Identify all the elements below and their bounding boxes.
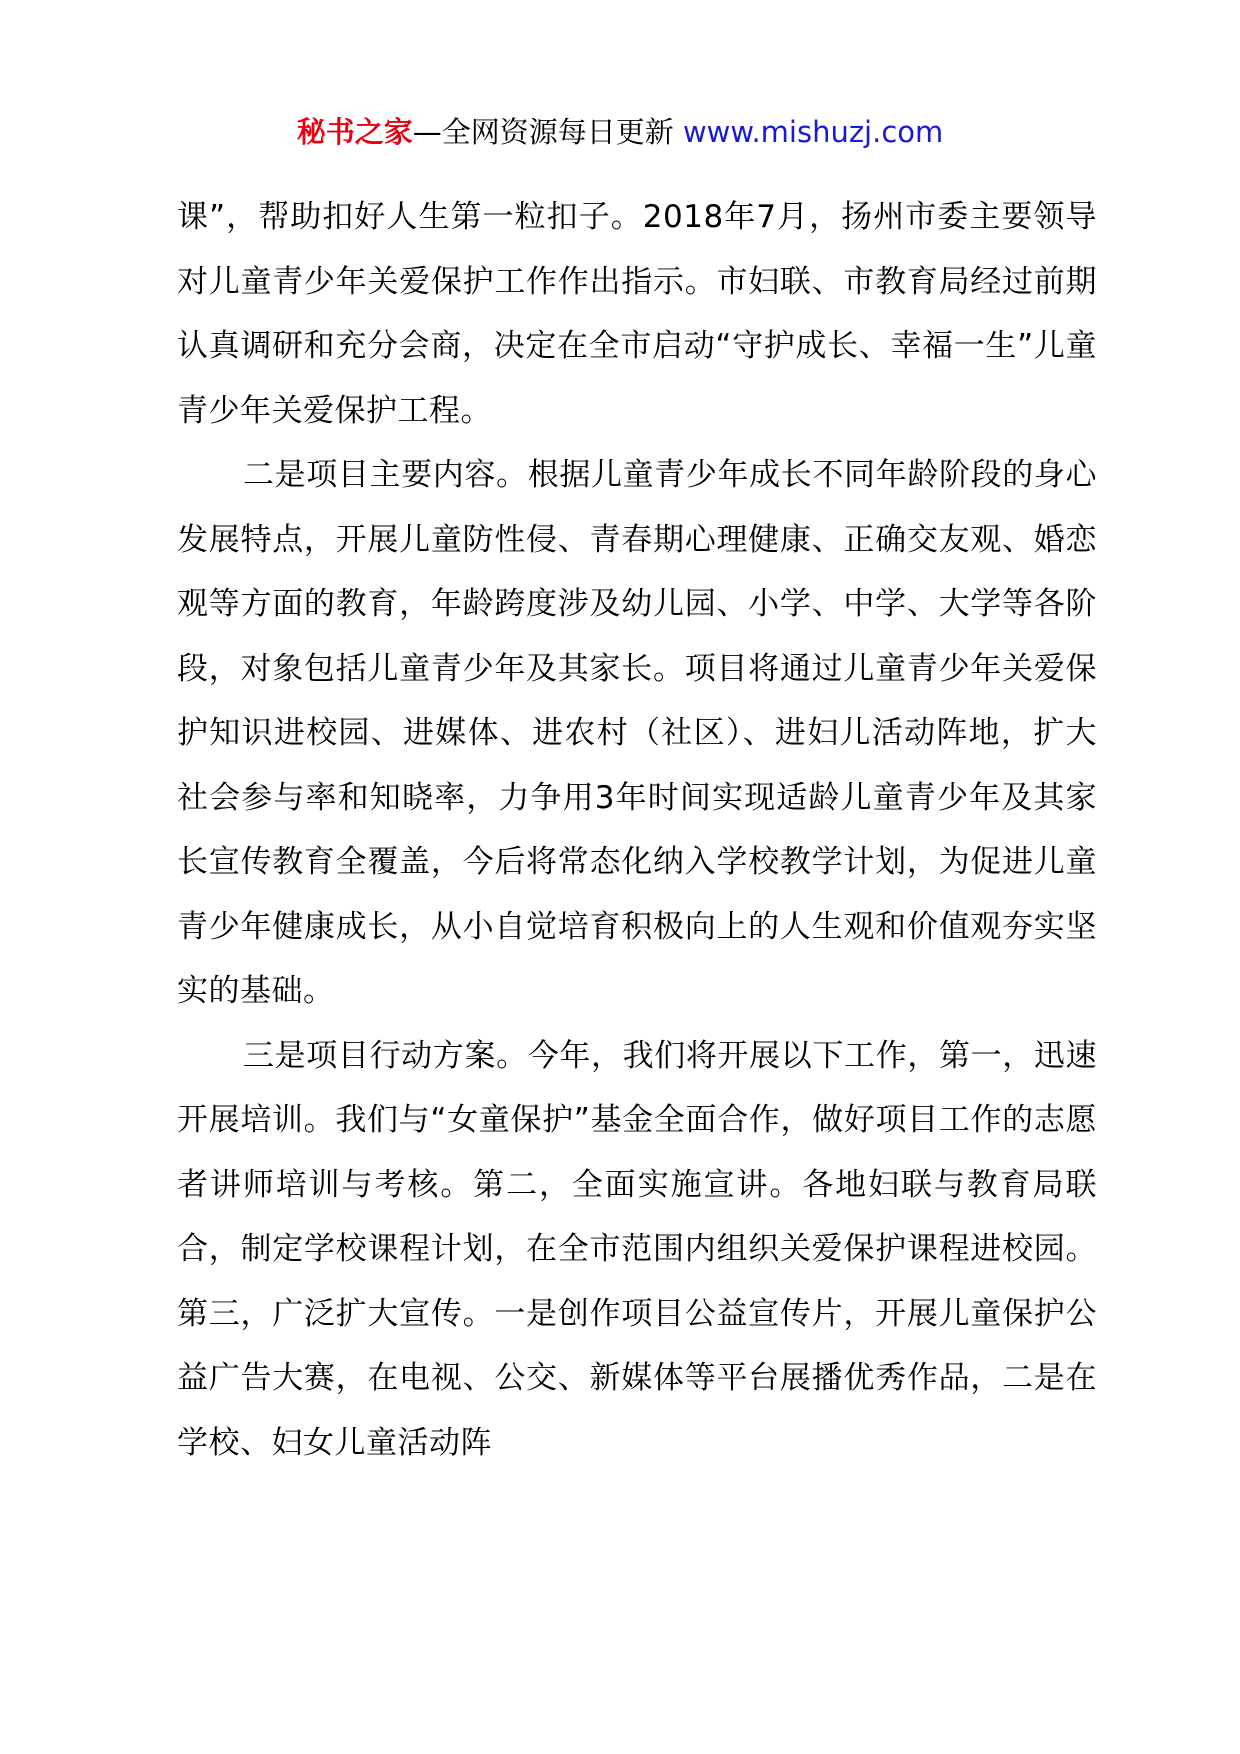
site-tagline: —全网资源每日更新: [412, 115, 683, 149]
paragraph-continuation: 课”，帮助扣好人生第一粒扣子。2018年7月，扬州市委主要领导对儿童青少年关爱保护工作作出指示。市妇联、市教育局经过前期认真调研和充分会商，决定在全市启动“守护成长、幸福一生”儿童青少年关爱保护工程。: [177, 199, 1097, 429]
paragraph-project-content: 二是项目主要内容。根据儿童青少年成长不同年龄阶段的身心发展特点，开展儿童防性侵、青春期心理健康、正确交友观、婚恋观等方面的教育，年龄跨度涉及幼儿园、小学、中学、大学等各阶段，对象包括儿童青少年及其家长。项目将通过儿童青少年关爱保护知识进校园、进媒体、进农村（社区）、进妇儿活动阵地，扩大社会参与率和知晓率，力争用3年时间实现适龄儿童青少年及其家长宣传教育全覆盖，今后将常态化纳入学校教学计划，为促进儿童青少年健康成长，从小自觉培育积极向上的人生观和价值观夯实坚实的基础。: [177, 457, 1097, 1009]
site-url-link[interactable]: www.mishuzj.com: [682, 115, 944, 149]
document-body: [177, 185, 1097, 1475]
site-header: [0, 112, 1240, 152]
site-brand: 秘书之家: [296, 115, 413, 149]
paragraph-action-plan: 三是项目行动方案。今年，我们将开展以下工作，第一，迅速开展培训。我们与“女童保护”基金全面合作，做好项目工作的志愿者讲师培训与考核。第二，全面实施宣讲。各地妇联与教育局联合，制定学校课程计划，在全市范围内组织关爱保护课程进校园。第三，广泛扩大宣传。一是创作项目公益宣传片，开展儿童保护公益广告大赛，在电视、公交、新媒体等平台展播优秀作品，二是在学校、妇女儿童活动阵: [177, 1037, 1097, 1461]
